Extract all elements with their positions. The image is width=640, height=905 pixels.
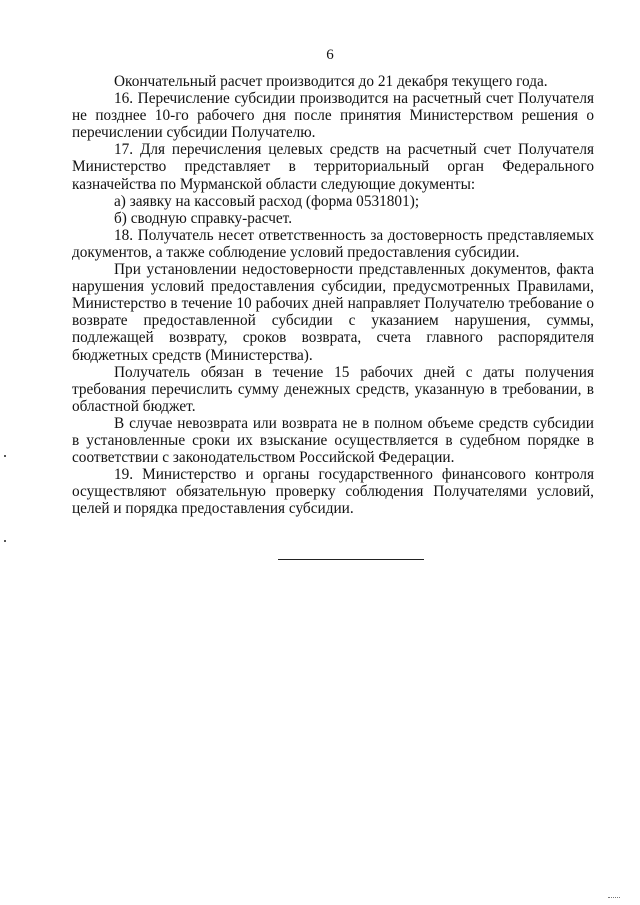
paragraph-violation-procedure: При установлении недостоверности представленных документов, факта нарушения условий предоставления субсидии, предусмотренных Правилами, Министерство в течение 10 рабочих дней направляет Получателю требование о возврате предоставленной субсидии с указанием нарушения, суммы, подлежащей возврату, сроков возврата, счета главного распорядителя бюджетных средств (Министерства). [72, 261, 594, 364]
list-item-a: а) заявку на кассовый расход (форма 0531801); [114, 192, 420, 210]
end-separator-line [278, 559, 424, 560]
margin-scan-mark [4, 455, 6, 457]
corner-scan-mark [608, 897, 620, 898]
list-item-b: б) сводную справку-расчет. [114, 209, 293, 227]
margin-scan-mark [4, 540, 6, 542]
document-body [72, 73, 594, 517]
paragraph-clause-18: 18. Получатель несет ответственность за достоверность представляемых документов, а также соблюдение условий предоставления субсидии. [72, 226, 594, 261]
paragraph-clause-19: 19. Министерство и органы государственного финансового контроля осуществляют обязательную проверку соблюдения Получателями условий, целей и порядка предоставления субсидии. [72, 466, 594, 518]
paragraph-refund-obligation: Получатель обязан в течение 15 рабочих дней с даты получения требования перечислить сумму денежных средств, указанную в требовании, в областной бюджет. [72, 363, 594, 415]
paragraph-clause-16: 16. Перечисление субсидии производится на расчетный счет Получателя не позднее 10-го рабочего дня после принятия Министерством решения о перечислении субсидии Получателю. [72, 90, 594, 142]
page-number: 6 [326, 47, 334, 63]
paragraph-judicial-recovery: В случае невозврата или возврата не в полном объеме средств субсидии в установленные сроки их взыскание осуществляется в судебном порядке в соответствии с законодательством Российской Федерации. [72, 414, 594, 467]
paragraph-final-settlement: Окончательный расчет производится до 21 декабря текущего года. [114, 73, 548, 90]
paragraph-clause-17: 17. Для перечисления целевых средств на расчетный счет Получателя Министерство представляет в территориальный орган Федерального казначейства по Мурманской области следующие документы: [72, 141, 594, 193]
